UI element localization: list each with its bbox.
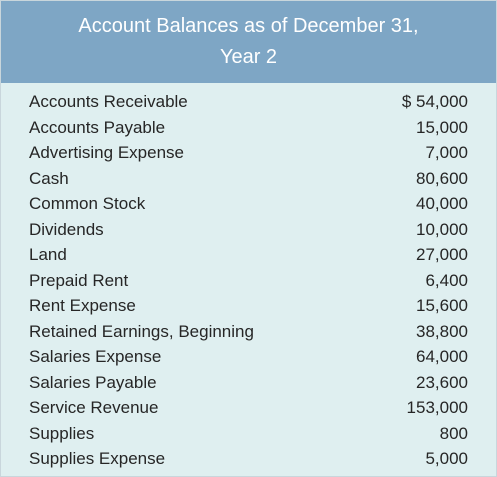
table-header [1,1,496,83]
account-name: Dividends [29,219,104,239]
table-title-line-2: Year 2 [219,46,278,68]
account-name: Cash [29,168,69,188]
table-row [1,167,496,193]
table-row [1,116,496,142]
account-name: Service Revenue [29,398,159,417]
table-row [1,218,496,244]
table-row [1,243,496,269]
account-balance: 15,600 [416,296,468,315]
account-balance: 27,000 [416,245,468,264]
account-balance: 153,000 [406,398,468,417]
account-balance: 7,000 [425,143,468,162]
account-name: Land [29,245,67,264]
table-row [1,447,496,473]
account-name: Rent Expense [29,296,136,315]
account-balance: 80,600 [416,168,468,188]
account-name: Prepaid Rent [29,270,129,290]
account-balance: 15,000 [416,117,468,137]
table-row [1,396,496,422]
account-name: Accounts Payable [29,117,166,137]
account-balance: 10,000 [416,219,468,239]
account-balance: 38,800 [416,321,468,341]
account-balance: 6,400 [425,270,468,290]
table-row [1,269,496,295]
account-name: Salaries Payable [29,372,157,392]
table-row [1,422,496,448]
table-row [1,90,496,116]
account-name: Retained Earnings, Beginning [29,321,254,341]
account-balance: 23,600 [416,372,468,392]
account-name: Advertising Expense [29,143,184,162]
table-row [1,294,496,320]
table-title-line-1: Account Balances as of December 31, [78,15,419,37]
table-body [1,90,496,473]
account-name: Supplies [29,423,95,443]
table-row [1,371,496,397]
table-row [1,192,496,218]
table-row [1,320,496,346]
account-balance: 800 [439,423,468,443]
account-balance: 5,000 [425,449,468,468]
table-row [1,345,496,371]
account-name: Supplies Expense [29,449,166,468]
account-balance: $ 54,000 [401,92,468,111]
account-balance: 64,000 [416,347,468,366]
account-name: Salaries Expense [29,347,162,366]
account-name: Accounts Receivable [29,92,188,111]
table-row [1,141,496,167]
account-balance: 40,000 [416,194,468,213]
account-name: Common Stock [29,194,146,213]
